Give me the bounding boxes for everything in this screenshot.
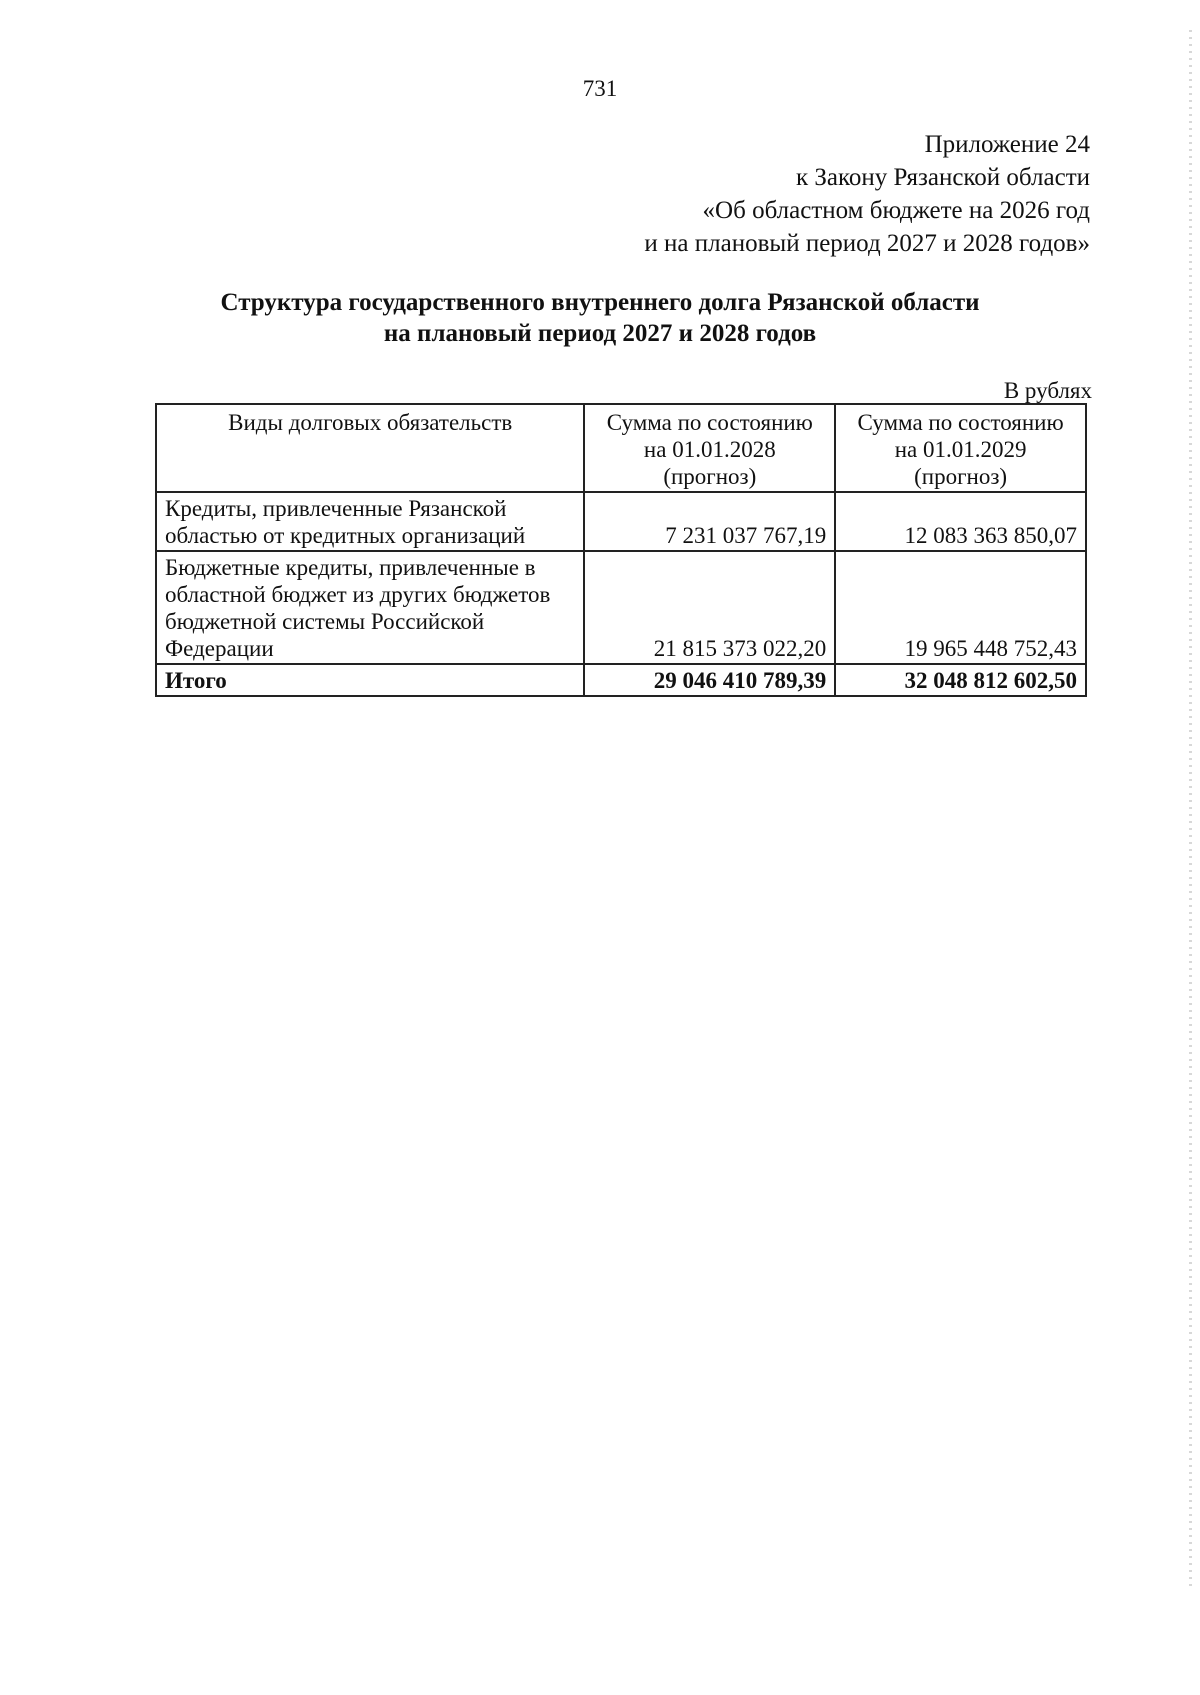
debt-kind-line: областной бюджет из других бюджетов (165, 582, 551, 607)
header-line: на 01.01.2028 (643, 437, 776, 462)
amount-2029-cell: 12 083 363 850,07 (835, 492, 1086, 551)
debt-kind-line: бюджетной системы Российской (165, 609, 485, 634)
amount-2028-cell: 21 815 373 022,20 (584, 551, 835, 664)
table-row (156, 551, 1086, 664)
header-line: Сумма по состоянию (606, 410, 813, 435)
header-line: (прогноз) (663, 464, 757, 489)
header-line: на 01.01.2029 (894, 437, 1027, 462)
header-debt-kind (156, 404, 584, 492)
amount-2028-cell: 7 231 037 767,19 (584, 492, 835, 551)
appendix-line: и на плановый период 2027 и 2028 годов» (644, 230, 1090, 257)
table-header-row (156, 404, 1086, 492)
appendix-line: к Закону Рязанской области (796, 164, 1090, 191)
unit-label: В рублях (1003, 378, 1092, 403)
amount-2029-cell: 19 965 448 752,43 (835, 551, 1086, 664)
appendix-reference (644, 128, 1090, 260)
title-line: Структура государственного внутреннего долга Рязанской области (220, 289, 980, 316)
table-row (156, 492, 1086, 551)
debt-kind-cell (156, 551, 584, 664)
debt-kind-line: Кредиты, привлеченные Рязанской (165, 496, 507, 521)
debt-kind-line: Федерации (165, 636, 274, 661)
appendix-line: Приложение 24 (924, 131, 1090, 158)
header-line: (прогноз) (914, 464, 1008, 489)
debt-kind-line: областью от кредитных организаций (165, 523, 526, 548)
debt-kind-line: Бюджетные кредиты, привлеченные в (165, 555, 536, 580)
header-amount-2029 (835, 404, 1086, 492)
page-number: 731 (582, 76, 618, 101)
header-line: Сумма по состоянию (857, 410, 1064, 435)
header-line: Виды долговых обязательств (228, 410, 513, 435)
total-label: Итого (156, 664, 584, 696)
header-amount-2028 (584, 404, 835, 492)
debt-kind-cell (156, 492, 584, 551)
scan-edge-artifact (1189, 30, 1192, 1590)
total-row (156, 664, 1086, 696)
document-title (0, 287, 1200, 349)
title-line: на плановый период 2027 и 2028 годов (383, 320, 817, 347)
debt-structure-table (155, 403, 1087, 697)
total-2029-cell: 32 048 812 602,50 (835, 664, 1086, 696)
appendix-line: «Об областном бюджете на 2026 год (702, 197, 1090, 224)
total-2028-cell: 29 046 410 789,39 (584, 664, 835, 696)
